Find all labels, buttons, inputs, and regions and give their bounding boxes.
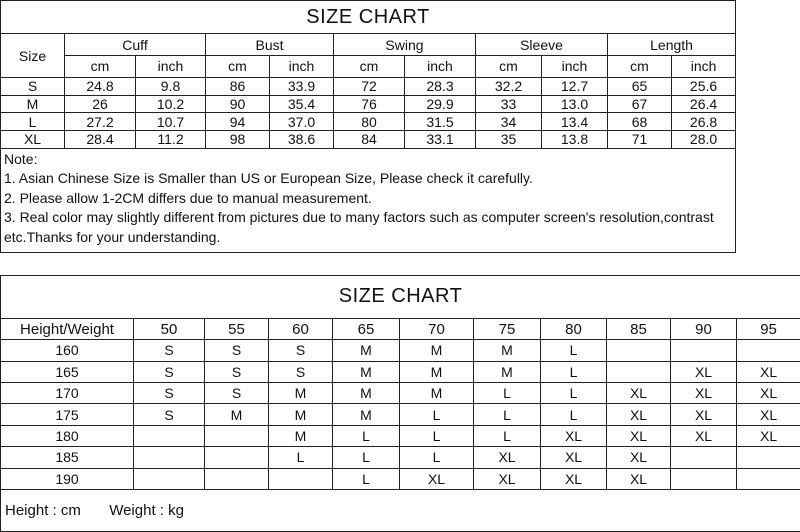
measurement-cell: 10.2 bbox=[136, 95, 206, 113]
size-cell bbox=[671, 468, 737, 489]
table-row bbox=[1, 95, 736, 113]
group-header-swing: Swing bbox=[334, 34, 476, 56]
size-cell: L bbox=[269, 447, 333, 468]
units-footer bbox=[1, 490, 800, 532]
height-label-cell: 165 bbox=[1, 361, 134, 382]
measurement-cell: 27.2 bbox=[65, 113, 136, 131]
table-row bbox=[1, 425, 800, 446]
size-cell: XL bbox=[607, 383, 671, 404]
height-weight-corner-label: Height/Weight bbox=[1, 318, 134, 339]
measurement-cell: 31.5 bbox=[405, 113, 476, 131]
size-cell: M bbox=[333, 383, 400, 404]
measurement-cell: 33.1 bbox=[405, 130, 476, 148]
size-column-header: Size bbox=[1, 34, 65, 78]
weight-header-cell: 80 bbox=[541, 318, 607, 339]
measurement-cell: 32.2 bbox=[476, 77, 542, 95]
size-cell: L bbox=[400, 447, 474, 468]
weight-header-cell: 60 bbox=[269, 318, 333, 339]
size-chart-title: SIZE CHART bbox=[1, 1, 736, 34]
unit-header-cm: cm bbox=[476, 56, 542, 78]
size-cell: L bbox=[541, 383, 607, 404]
measurement-cell: 38.6 bbox=[270, 130, 334, 148]
weight-header-cell: 55 bbox=[205, 318, 269, 339]
size-cell: M bbox=[269, 404, 333, 425]
measurement-cell: 13.0 bbox=[542, 95, 608, 113]
height-label-cell: 180 bbox=[1, 425, 134, 446]
weight-header-cell: 70 bbox=[400, 318, 474, 339]
size-cell bbox=[671, 340, 737, 361]
size-cell: S bbox=[205, 340, 269, 361]
size-cell bbox=[607, 340, 671, 361]
size-cell: L bbox=[474, 425, 541, 446]
size-cell: S bbox=[269, 340, 333, 361]
measurement-cell: 80 bbox=[334, 113, 405, 131]
size-cell: XL bbox=[541, 425, 607, 446]
measurement-cell: 33.9 bbox=[270, 77, 334, 95]
size-cell bbox=[607, 361, 671, 382]
unit-header-cm: cm bbox=[334, 56, 405, 78]
measurement-cell: 71 bbox=[608, 130, 672, 148]
size-cell bbox=[205, 425, 269, 446]
measurement-cell: 11.2 bbox=[136, 130, 206, 148]
size-cell: L bbox=[474, 404, 541, 425]
height-label-cell: 185 bbox=[1, 447, 134, 468]
size-cell: M bbox=[333, 361, 400, 382]
size-cell: S bbox=[134, 361, 205, 382]
weight-header-row bbox=[1, 318, 800, 339]
measurement-cell: 35 bbox=[476, 130, 542, 148]
measurement-cell: 26 bbox=[65, 95, 136, 113]
group-header-cuff: Cuff bbox=[65, 34, 206, 56]
note-line-3: 3. Real color may slightly different from pictures due to many factors such as computer screen's resolution,contrast etc.Thanks for your understanding. bbox=[4, 209, 714, 245]
measurement-cell: 12.7 bbox=[542, 77, 608, 95]
size-cell: L bbox=[474, 383, 541, 404]
unit-header-cm: cm bbox=[65, 56, 136, 78]
measurement-cell: 24.8 bbox=[65, 77, 136, 95]
note-line-2: 2. Please allow 1-2CM differs due to manual measurement. bbox=[4, 189, 372, 206]
size-cell bbox=[205, 468, 269, 489]
group-header-length: Length bbox=[608, 34, 736, 56]
size-label-cell: XL bbox=[1, 130, 65, 148]
size-cell: M bbox=[269, 383, 333, 404]
height-label-cell: 190 bbox=[1, 468, 134, 489]
note-heading: Note: bbox=[4, 150, 38, 167]
size-cell: XL bbox=[474, 447, 541, 468]
size-chart-body bbox=[1, 77, 736, 148]
weight-header-cell: 90 bbox=[671, 318, 737, 339]
size-cell: M bbox=[333, 340, 400, 361]
size-cell: L bbox=[541, 404, 607, 425]
size-cell: S bbox=[205, 383, 269, 404]
notes-block bbox=[1, 148, 736, 252]
size-cell: XL bbox=[737, 425, 800, 446]
group-header-bust: Bust bbox=[206, 34, 334, 56]
table-row bbox=[1, 113, 736, 131]
size-cell bbox=[134, 468, 205, 489]
size-cell: XL bbox=[671, 361, 737, 382]
group-header-sleeve: Sleeve bbox=[476, 34, 608, 56]
measurement-cell: 37.0 bbox=[270, 113, 334, 131]
measurement-cell: 65 bbox=[608, 77, 672, 95]
measurement-cell: 67 bbox=[608, 95, 672, 113]
unit-header-inch: inch bbox=[542, 56, 608, 78]
size-cell: XL bbox=[671, 425, 737, 446]
size-cell: M bbox=[474, 340, 541, 361]
size-cell bbox=[205, 447, 269, 468]
measurement-cell: 76 bbox=[334, 95, 405, 113]
size-cell: M bbox=[333, 404, 400, 425]
height-label-cell: 170 bbox=[1, 383, 134, 404]
table-row bbox=[1, 77, 736, 95]
unit-header-row bbox=[1, 56, 736, 78]
table-row bbox=[1, 340, 800, 361]
size-cell: XL bbox=[607, 468, 671, 489]
hw-chart-title: SIZE CHART bbox=[1, 276, 800, 319]
size-cell: XL bbox=[541, 468, 607, 489]
measurement-cell: 34 bbox=[476, 113, 542, 131]
measurement-cell: 28.4 bbox=[65, 130, 136, 148]
size-cell: M bbox=[400, 340, 474, 361]
weight-header-cell: 65 bbox=[333, 318, 400, 339]
size-cell bbox=[671, 447, 737, 468]
unit-header-cm: cm bbox=[206, 56, 270, 78]
size-label-cell: M bbox=[1, 95, 65, 113]
measurement-cell: 26.8 bbox=[672, 113, 736, 131]
size-cell: S bbox=[134, 383, 205, 404]
size-cell: L bbox=[541, 340, 607, 361]
size-cell: XL bbox=[607, 404, 671, 425]
measurement-cell: 13.8 bbox=[542, 130, 608, 148]
hw-chart-body bbox=[1, 340, 800, 490]
table-row bbox=[1, 130, 736, 148]
size-label-cell: S bbox=[1, 77, 65, 95]
size-cell: L bbox=[333, 425, 400, 446]
weight-header-cell: 95 bbox=[737, 318, 800, 339]
weight-unit-label: Weight : kg bbox=[109, 502, 184, 520]
size-label-cell: L bbox=[1, 113, 65, 131]
size-cell: XL bbox=[400, 468, 474, 489]
measurement-cell: 98 bbox=[206, 130, 270, 148]
size-cell bbox=[269, 468, 333, 489]
height-weight-table bbox=[0, 275, 800, 532]
size-cell: M bbox=[400, 361, 474, 382]
size-cell: L bbox=[333, 468, 400, 489]
table-row bbox=[1, 468, 800, 489]
size-cell bbox=[737, 468, 800, 489]
unit-header-inch: inch bbox=[405, 56, 476, 78]
measurement-cell: 25.6 bbox=[672, 77, 736, 95]
measurement-cell: 84 bbox=[334, 130, 405, 148]
note-line-1: 1. Asian Chinese Size is Smaller than US or European Size, Please check it carefully. bbox=[4, 170, 533, 187]
size-cell: L bbox=[400, 404, 474, 425]
size-cell bbox=[737, 447, 800, 468]
size-cell bbox=[134, 447, 205, 468]
size-cell: XL bbox=[737, 383, 800, 404]
size-cell: S bbox=[269, 361, 333, 382]
size-cell: S bbox=[205, 361, 269, 382]
measurement-cell: 68 bbox=[608, 113, 672, 131]
measurement-cell: 35.4 bbox=[270, 95, 334, 113]
measurement-cell: 26.4 bbox=[672, 95, 736, 113]
size-cell: XL bbox=[671, 383, 737, 404]
measurement-cell: 13.4 bbox=[542, 113, 608, 131]
size-cell: XL bbox=[737, 404, 800, 425]
table-row bbox=[1, 383, 800, 404]
measurement-cell: 90 bbox=[206, 95, 270, 113]
table-row bbox=[1, 361, 800, 382]
size-cell: L bbox=[333, 447, 400, 468]
size-cell: XL bbox=[737, 361, 800, 382]
unit-header-cm: cm bbox=[608, 56, 672, 78]
size-cell: M bbox=[205, 404, 269, 425]
size-cell: XL bbox=[541, 447, 607, 468]
measurement-cell: 33 bbox=[476, 95, 542, 113]
measurement-cell: 86 bbox=[206, 77, 270, 95]
table-row bbox=[1, 404, 800, 425]
size-cell: L bbox=[541, 361, 607, 382]
size-cell: XL bbox=[671, 404, 737, 425]
unit-header-inch: inch bbox=[270, 56, 334, 78]
weight-header-cell: 85 bbox=[607, 318, 671, 339]
size-cell: XL bbox=[607, 447, 671, 468]
size-cell: M bbox=[474, 361, 541, 382]
measurement-cell: 29.9 bbox=[405, 95, 476, 113]
measurement-cell: 72 bbox=[334, 77, 405, 95]
unit-header-inch: inch bbox=[672, 56, 736, 78]
size-cell bbox=[134, 425, 205, 446]
size-cell: M bbox=[400, 383, 474, 404]
measurement-cell: 28.3 bbox=[405, 77, 476, 95]
height-label-cell: 160 bbox=[1, 340, 134, 361]
unit-header-inch: inch bbox=[136, 56, 206, 78]
size-chart-table bbox=[0, 0, 736, 253]
measurement-cell: 9.8 bbox=[136, 77, 206, 95]
measurement-cell: 10.7 bbox=[136, 113, 206, 131]
size-cell: S bbox=[134, 404, 205, 425]
size-cell: XL bbox=[607, 425, 671, 446]
size-cell: L bbox=[400, 425, 474, 446]
height-unit-label: Height : cm bbox=[5, 502, 81, 520]
weight-header-cell: 50 bbox=[134, 318, 205, 339]
size-cell: S bbox=[134, 340, 205, 361]
measurement-cell: 28.0 bbox=[672, 130, 736, 148]
table-row bbox=[1, 447, 800, 468]
size-cell: XL bbox=[474, 468, 541, 489]
measurement-cell: 94 bbox=[206, 113, 270, 131]
weight-header-cell: 75 bbox=[474, 318, 541, 339]
size-cell bbox=[737, 340, 800, 361]
size-cell: M bbox=[269, 425, 333, 446]
height-label-cell: 175 bbox=[1, 404, 134, 425]
